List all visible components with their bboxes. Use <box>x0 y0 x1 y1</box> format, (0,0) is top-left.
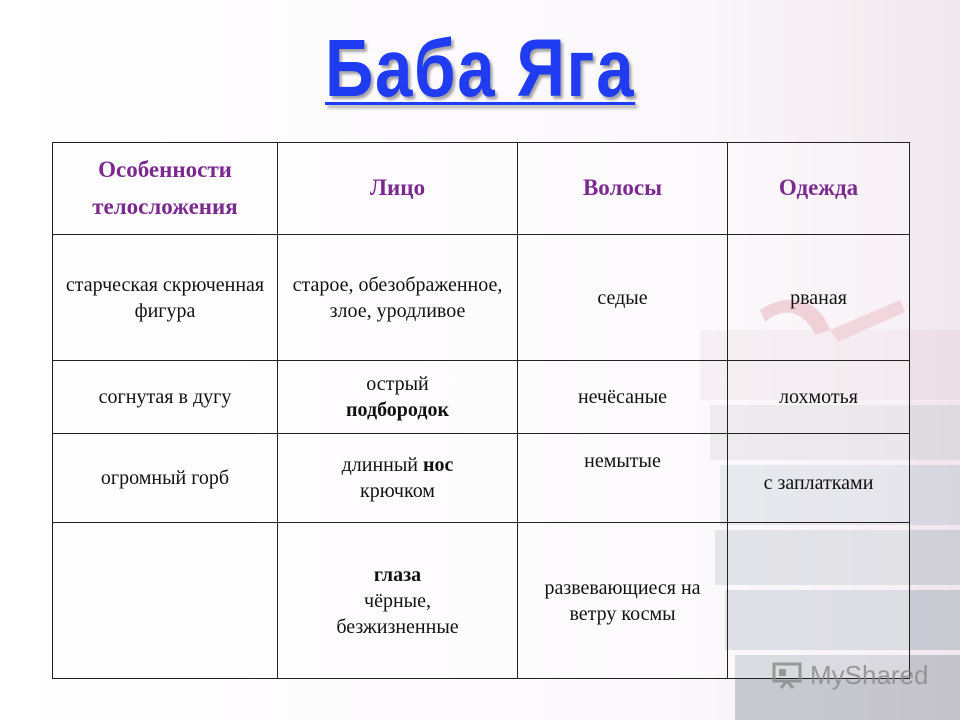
cell-text: крючком <box>360 480 435 502</box>
table-cell <box>728 523 910 679</box>
title-text: Баба Яга <box>324 23 636 114</box>
table-cell <box>53 523 278 679</box>
cell-text-bold: подбородок <box>346 399 449 421</box>
table-cell: нечёсаные <box>518 361 728 434</box>
table-row <box>53 235 910 361</box>
characteristics-table <box>52 142 910 679</box>
cell-text: длинный <box>341 454 418 476</box>
table-cell <box>278 434 518 523</box>
presentation-board-icon <box>772 661 804 689</box>
table-cell: огромный горб <box>53 434 278 523</box>
table-row <box>53 434 910 523</box>
table-row <box>53 361 910 434</box>
cell-text-bold: глаза <box>373 563 422 586</box>
table-cell: с заплатками <box>728 434 910 523</box>
table-cell: старческая скрюченная фигура <box>53 235 278 361</box>
table-cell <box>278 523 518 679</box>
cell-text-bold: нос <box>423 454 454 476</box>
watermark-text: MyShared <box>810 659 929 690</box>
table-cell: рваная <box>728 235 910 361</box>
header-cell: Лицо <box>278 143 518 235</box>
table-cell: лохмотья <box>728 361 910 434</box>
slide-title <box>0 22 960 116</box>
table-row <box>53 523 910 679</box>
header-cell: Особенности телосложения <box>53 143 278 235</box>
table-cell: развевающиеся на ветру космы <box>518 523 728 679</box>
header-cell: Волосы <box>518 143 728 235</box>
cell-text: чёрные, безжизненные <box>336 589 459 638</box>
header-cell: Одежда <box>728 143 910 235</box>
table-cell: седые <box>518 235 728 361</box>
table-header-row <box>53 143 910 235</box>
table-cell <box>278 361 518 434</box>
table-cell: согнутая в дугу <box>53 361 278 434</box>
cell-text: острый <box>366 373 429 395</box>
watermark-logo <box>772 660 932 690</box>
table-cell: немытые <box>518 434 728 523</box>
table-cell: старое, обезображенное, злое, уродливое <box>278 235 518 361</box>
